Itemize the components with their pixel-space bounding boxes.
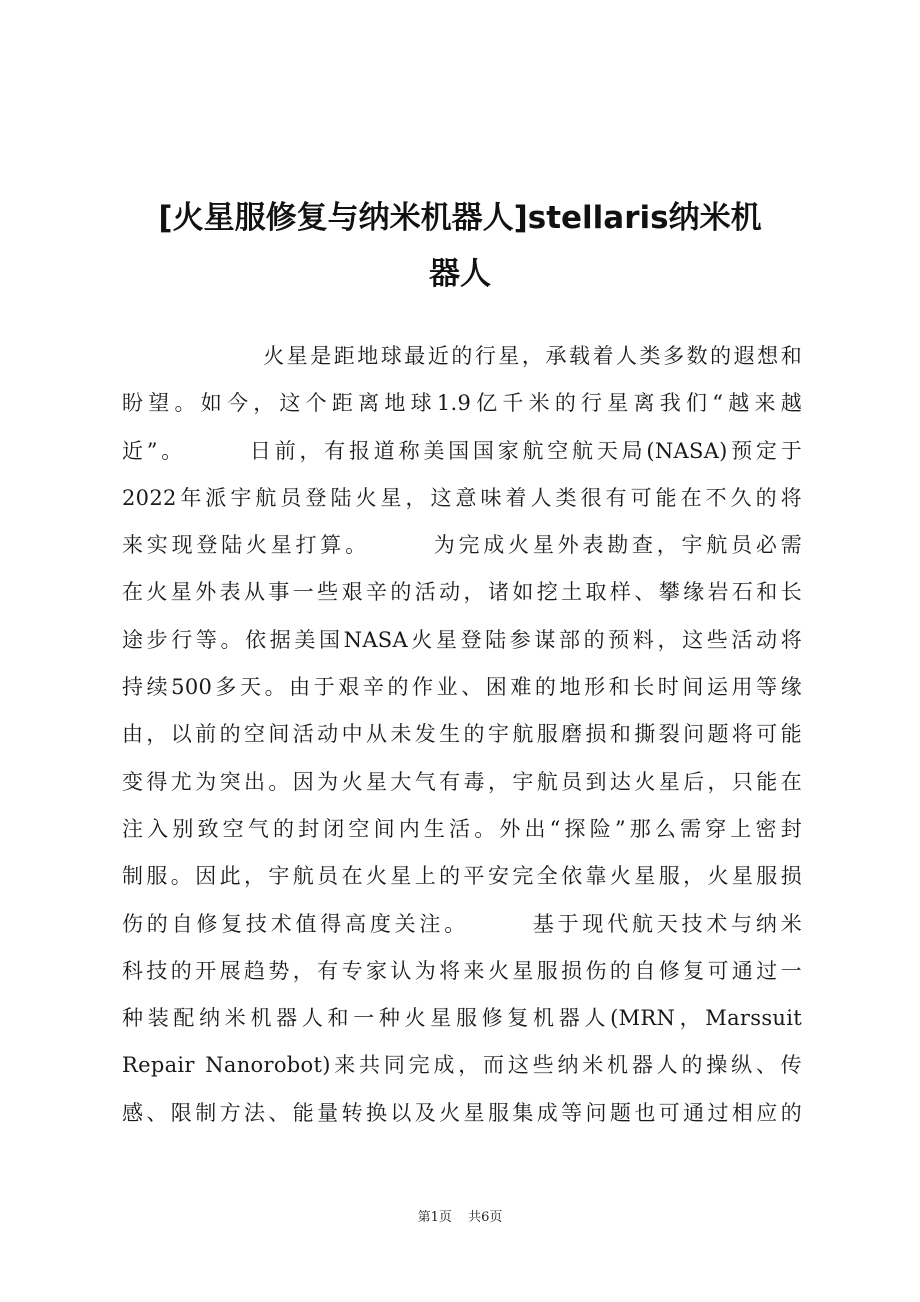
body-line: 感、限制方法、能量转换以及火星服集成等问题也可通过相应的	[122, 1100, 802, 1125]
page-total: 共6页	[468, 1210, 503, 1225]
title-line-2: 器人	[429, 256, 491, 292]
body-line: 2022年派宇航员登陆火星，这意味着人类很有可能在不久的将	[122, 485, 802, 510]
body-line: 由，以前的空间活动中从未发生的宇航服磨损和撕裂问题将可能	[122, 722, 802, 747]
body-line: 盼望。如今，这个距离地球1.9亿千米的行星离我们“越来越	[122, 391, 802, 416]
body-line: 来实现登陆火星打算。 为完成火星外表勘查，宇航员必需	[122, 533, 802, 558]
body-line: 科技的开展趋势，有专家认为将来火星服损伤的自修复可通过一	[122, 958, 802, 983]
body-line: 途步行等。依据美国NASA火星登陆参谋部的预料，这些活动将	[122, 627, 802, 652]
body-line: 注入别致空气的封闭空间内生活。外出“探险”那么需穿上密封	[122, 816, 802, 841]
body-line: 近”。 日前，有报道称美国国家航空航天局(NASA)预定于	[122, 438, 802, 463]
body-line: 在火星外表从事一些艰辛的活动，诸如挖土取样、攀缘岩石和长	[122, 580, 802, 605]
document-title	[110, 190, 810, 302]
page-number: 第1页	[417, 1210, 452, 1225]
body-line: Repair Nanorobot)来共同完成，而这些纳米机器人的操纵、传	[122, 1053, 802, 1078]
body-line: 制服。因此，宇航员在火星上的平安完全依靠火星服，火星服损	[122, 864, 802, 889]
body-line: 持续500多天。由于艰辛的作业、困难的地形和长时间运用等缘	[122, 675, 802, 700]
document-body	[122, 333, 802, 1137]
page-footer	[0, 1206, 920, 1225]
body-line: 种装配纳米机器人和一种火星服修复机器人(MRN，Marssuit	[122, 1006, 802, 1031]
body-line: 伤的自修复技术值得高度关注。 基于现代航天技术与纳米	[122, 911, 802, 936]
body-line: 火星是距地球最近的行星，承载着人类多数的遐想和	[122, 344, 802, 368]
title-line-1: [火星服修复与纳米机器人]stellaris纳米机	[158, 200, 762, 236]
body-line: 变得尤为突出。因为火星大气有毒，宇航员到达火星后，只能在	[122, 769, 802, 794]
